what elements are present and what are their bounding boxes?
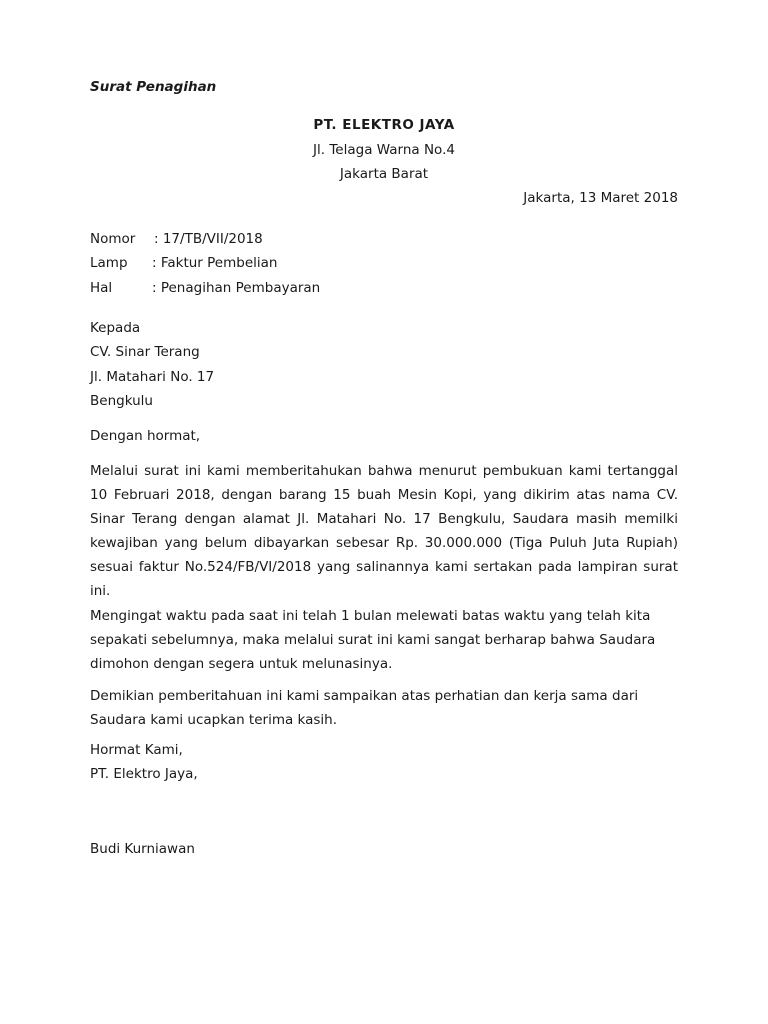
body-paragraph-1: Melalui surat ini kami memberitahukan bahwa menurut pembukuan kami tertanggal 10 Februari 2018, dengan barang 15 buah Mesin Kopi, yang dikirim atas nama CV. Sinar Terang dengan alamat Jl. Matahari No. 17 Bengkulu, Saudara masih memilki kewajiban yang belum dibayarkan sebesar Rp. 30.000.000 (Tiga Puluh Juta Rupiah) sesuai faktur No.524/FB/VI/2018 yang salinannya kami sertakan pada lampiran surat ini. xyxy=(90,463,678,599)
closing-salutation: Hormat Kami, xyxy=(90,742,183,758)
meta-nomor xyxy=(90,231,263,247)
closing-company: PT. Elektro Jaya, xyxy=(90,766,198,782)
letter-date: Jakarta, 13 Maret 2018 xyxy=(523,190,678,206)
meta-lamp-label: Lamp xyxy=(90,255,128,271)
body-paragraph-3: Demikian pemberitahuan ini kami sampaikan atas perhatian dan kerja sama dari Saudara kami ucapkan terima kasih. xyxy=(90,688,639,728)
document-type: Surat Penagihan xyxy=(90,79,217,95)
meta-hal xyxy=(90,280,320,296)
meta-lamp-value: : Faktur Pembelian xyxy=(152,255,278,271)
greeting: Dengan hormat, xyxy=(90,428,201,444)
meta-nomor-label: Nomor xyxy=(90,231,136,247)
meta-hal-label: Hal xyxy=(90,280,113,296)
meta-lamp xyxy=(90,255,277,271)
meta-nomor-value: : 17/TB/VII/2018 xyxy=(154,231,263,247)
recipient-street: Jl. Matahari No. 17 xyxy=(90,369,215,385)
body-paragraph-2: Mengingat waktu pada saat ini telah 1 bulan melewati batas waktu yang telah kita sepakati sebelumnya, maka melalui surat ini kami sangat berharap bahwa Saudara dimohon dengan segera untuk melunasinya. xyxy=(90,608,656,672)
sender-address-line1: Jl. Telaga Warna No.4 xyxy=(313,142,455,158)
recipient-name: CV. Sinar Terang xyxy=(90,344,200,360)
sender-company: PT. ELEKTRO JAYA xyxy=(313,117,455,133)
meta-hal-value: : Penagihan Pembayaran xyxy=(152,280,321,296)
signer-name: Budi Kurniawan xyxy=(90,841,195,857)
recipient-label: Kepada xyxy=(90,320,141,336)
sender-address-line2: Jakarta Barat xyxy=(339,166,429,182)
recipient-city: Bengkulu xyxy=(90,393,153,409)
